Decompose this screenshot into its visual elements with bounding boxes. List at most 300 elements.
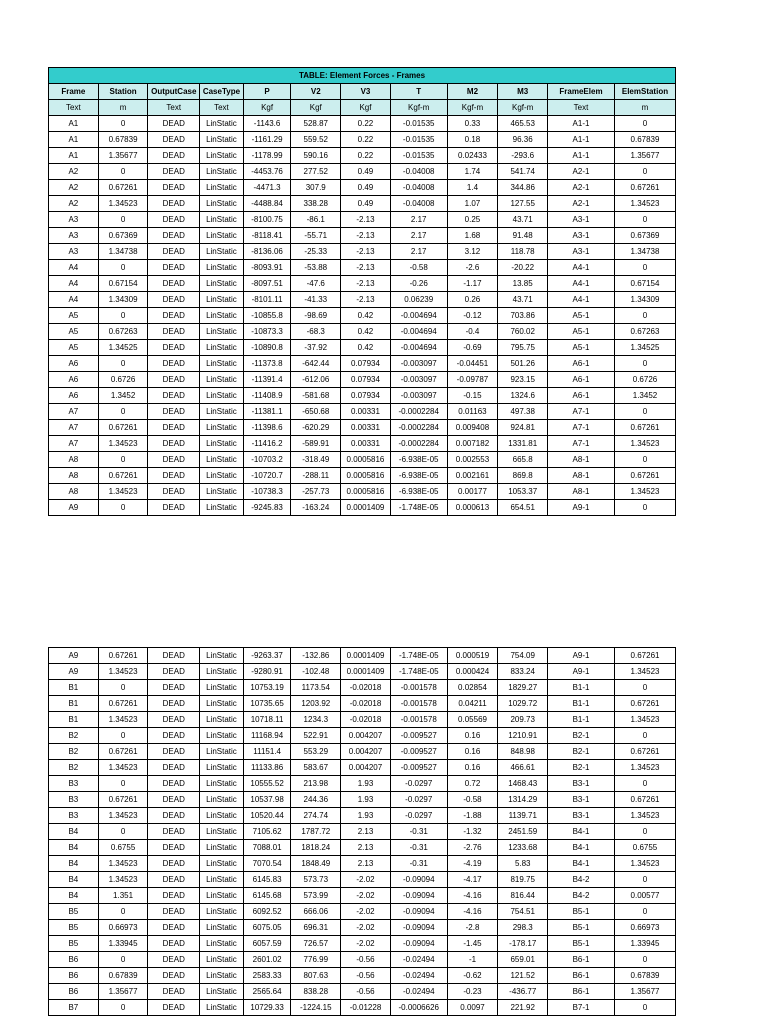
table-cell: -2.13	[341, 212, 391, 228]
table-cell: B3	[49, 776, 99, 792]
column-header: FrameElem	[548, 84, 615, 100]
table-cell: 0.72	[447, 776, 498, 792]
table-cell: A7-1	[548, 420, 615, 436]
table-cell: B6-1	[548, 952, 615, 968]
table-cell: 1.93	[341, 792, 391, 808]
table-row	[49, 372, 676, 388]
table-cell: A1-1	[548, 116, 615, 132]
column-header: CaseType	[200, 84, 244, 100]
table-cell: B4-1	[548, 840, 615, 856]
table-row	[49, 420, 676, 436]
table-cell: -0.0002284	[390, 436, 447, 452]
table-cell: -0.58	[447, 792, 498, 808]
table-cell: 11168.94	[243, 728, 291, 744]
table-row	[49, 212, 676, 228]
table-cell: -0.04008	[390, 180, 447, 196]
table-cell: DEAD	[148, 968, 200, 984]
table-cell: A8	[49, 452, 99, 468]
table-cell: 7105.62	[243, 824, 291, 840]
table-cell: 833.24	[498, 664, 548, 680]
table-cell: -11398.6	[243, 420, 291, 436]
table-cell: 0.00177	[447, 484, 498, 500]
table-cell: A1	[49, 116, 99, 132]
table-cell: 1.34309	[614, 292, 675, 308]
table-row	[49, 276, 676, 292]
table-cell: A2	[49, 164, 99, 180]
table-cell: -0.15	[447, 388, 498, 404]
table-cell: LinStatic	[200, 696, 244, 712]
table-cell: 0	[614, 308, 675, 324]
table-title: TABLE: Element Forces - Frames	[49, 68, 676, 84]
table-cell: -10738.3	[243, 484, 291, 500]
table-cell: 0.67261	[614, 468, 675, 484]
table-row	[49, 808, 676, 824]
table-cell: 1.351	[98, 888, 148, 904]
table-cell: -10703.2	[243, 452, 291, 468]
table-cell: -436.77	[498, 984, 548, 1000]
table-cell: A5	[49, 308, 99, 324]
table-cell: -288.11	[291, 468, 341, 484]
table-cell: -2.02	[341, 872, 391, 888]
table-cell: -2.13	[341, 244, 391, 260]
table-cell: 528.87	[291, 116, 341, 132]
table-cell: 1029.72	[498, 696, 548, 712]
table-cell: -0.0297	[390, 808, 447, 824]
table-cell: DEAD	[148, 372, 200, 388]
table-cell: -11391.4	[243, 372, 291, 388]
table-cell: 0.004207	[341, 728, 391, 744]
table-cell: 1.34523	[614, 196, 675, 212]
table-cell: -318.49	[291, 452, 341, 468]
table-cell: LinStatic	[200, 292, 244, 308]
unit-cell: Kgf-m	[390, 100, 447, 116]
table-cell: 838.28	[291, 984, 341, 1000]
table-cell: 298.3	[498, 920, 548, 936]
table-cell: LinStatic	[200, 420, 244, 436]
table-cell: 0.67263	[98, 324, 148, 340]
table-cell: -163.24	[291, 500, 341, 516]
table-cell: -0.009527	[390, 760, 447, 776]
table-cell: -0.009527	[390, 728, 447, 744]
table-cell: 466.61	[498, 760, 548, 776]
table-cell: B4	[49, 856, 99, 872]
table-cell: 0.67154	[98, 276, 148, 292]
table-cell: -8100.75	[243, 212, 291, 228]
table-cell: 1.34523	[614, 436, 675, 452]
unit-cell: Kgf	[291, 100, 341, 116]
table-row	[49, 760, 676, 776]
table-cell: -0.69	[447, 340, 498, 356]
table-cell: -68.3	[291, 324, 341, 340]
table-cell: 0	[98, 356, 148, 372]
table-row	[49, 500, 676, 516]
table-cell: -8097.51	[243, 276, 291, 292]
table-cell: A4	[49, 292, 99, 308]
table-cell: 0	[98, 116, 148, 132]
table-cell: A2	[49, 196, 99, 212]
table-cell: -8101.11	[243, 292, 291, 308]
table-cell: 344.86	[498, 180, 548, 196]
table-cell: -1.17	[447, 276, 498, 292]
table-cell: LinStatic	[200, 872, 244, 888]
table-cell: DEAD	[148, 164, 200, 180]
table-cell: DEAD	[148, 292, 200, 308]
table-cell: 0.00331	[341, 420, 391, 436]
table-cell: -132.86	[291, 648, 341, 664]
table-cell: 659.01	[498, 952, 548, 968]
table-cell: 0.25	[447, 212, 498, 228]
table-cell: B5-1	[548, 920, 615, 936]
table-cell: A8	[49, 484, 99, 500]
table-cell: B4	[49, 888, 99, 904]
table-cell: 0.000519	[447, 648, 498, 664]
table-cell: 0.67261	[98, 468, 148, 484]
table-cell: 0.07934	[341, 372, 391, 388]
table-cell: 776.99	[291, 952, 341, 968]
table-cell: B6	[49, 952, 99, 968]
table-cell: A6	[49, 356, 99, 372]
table-cell: B6-1	[548, 984, 615, 1000]
table-cell: 2601.02	[243, 952, 291, 968]
table-cell: A5-1	[548, 340, 615, 356]
table-cell: B5-1	[548, 904, 615, 920]
table-cell: DEAD	[148, 920, 200, 936]
table-cell: 1.35677	[98, 148, 148, 164]
table-cell: 0.07934	[341, 356, 391, 372]
table-row	[49, 468, 676, 484]
table-cell: 0.0001409	[341, 500, 391, 516]
unit-cell: Text	[200, 100, 244, 116]
table-cell: -0.56	[341, 952, 391, 968]
table-cell: -0.003097	[390, 372, 447, 388]
table-cell: -0.58	[390, 260, 447, 276]
table-cell: 11133.86	[243, 760, 291, 776]
table-cell: 2.13	[341, 856, 391, 872]
table-cell: -4488.84	[243, 196, 291, 212]
table-cell: A1-1	[548, 132, 615, 148]
table-cell: 1848.49	[291, 856, 341, 872]
table-cell: -0.001578	[390, 712, 447, 728]
table-cell: 0	[614, 356, 675, 372]
table-cell: LinStatic	[200, 468, 244, 484]
table-cell: -10855.8	[243, 308, 291, 324]
table-cell: LinStatic	[200, 968, 244, 984]
table-cell: -2.8	[447, 920, 498, 936]
table-cell: -2.02	[341, 920, 391, 936]
table-cell: 0.6726	[98, 372, 148, 388]
column-header: V3	[341, 84, 391, 100]
table-cell: -0.31	[390, 824, 447, 840]
table-cell: -4.16	[447, 888, 498, 904]
table-cell: 0.05569	[447, 712, 498, 728]
table-cell: LinStatic	[200, 260, 244, 276]
table-cell: -0.04451	[447, 356, 498, 372]
table-cell: DEAD	[148, 356, 200, 372]
table-cell: LinStatic	[200, 484, 244, 500]
table-cell: DEAD	[148, 984, 200, 1000]
table-cell: DEAD	[148, 244, 200, 260]
table-cell: B2	[49, 760, 99, 776]
table-cell: A9-1	[548, 648, 615, 664]
table-cell: -37.92	[291, 340, 341, 356]
table-cell: -8093.91	[243, 260, 291, 276]
table-cell: 2583.33	[243, 968, 291, 984]
table-cell: -6.938E-05	[390, 452, 447, 468]
table-cell: -0.0297	[390, 792, 447, 808]
unit-cell: Text	[148, 100, 200, 116]
table-cell: 1.34523	[615, 808, 676, 824]
table-cell: 816.44	[498, 888, 548, 904]
table-cell: 0	[98, 952, 148, 968]
table-cell: 923.15	[498, 372, 548, 388]
table-cell: DEAD	[148, 212, 200, 228]
table-cell: LinStatic	[200, 840, 244, 856]
table-cell: A4-1	[548, 260, 615, 276]
table-cell: -0.02018	[341, 696, 391, 712]
table-cell: -1.748E-05	[390, 664, 447, 680]
table-cell: 0.67839	[614, 132, 675, 148]
table-cell: A7	[49, 420, 99, 436]
unit-cell: Kgf-m	[498, 100, 548, 116]
table-cell: 1.3452	[98, 388, 148, 404]
table-cell: 0.0001409	[341, 664, 391, 680]
table-cell: -0.56	[341, 968, 391, 984]
element-forces-table-page-2	[48, 647, 676, 1016]
table-row	[49, 680, 676, 696]
table-cell: A3	[49, 228, 99, 244]
table-cell: 0.6755	[98, 840, 148, 856]
table-cell: 2451.59	[498, 824, 548, 840]
table-cell: DEAD	[148, 904, 200, 920]
table-row	[49, 452, 676, 468]
table-cell: DEAD	[148, 500, 200, 516]
table-cell: 497.38	[498, 404, 548, 420]
table-cell: -1178.99	[243, 148, 291, 164]
table-cell: -0.003097	[390, 388, 447, 404]
table-cell: LinStatic	[200, 664, 244, 680]
column-header: Station	[98, 84, 148, 100]
table-cell: -8118.41	[243, 228, 291, 244]
table-cell: -650.68	[291, 404, 341, 420]
table-cell: A4-1	[548, 292, 615, 308]
table-cell: 1.34738	[98, 244, 148, 260]
table-cell: 1173.54	[291, 680, 341, 696]
table-cell: 1.34523	[615, 712, 676, 728]
table-cell: 1.34523	[98, 196, 148, 212]
table-cell: DEAD	[148, 132, 200, 148]
table-cell: -11416.2	[243, 436, 291, 452]
table-cell: A7-1	[548, 436, 615, 452]
table-cell: 501.26	[498, 356, 548, 372]
table-cell: A2	[49, 180, 99, 196]
table-cell: 573.99	[291, 888, 341, 904]
table-row	[49, 968, 676, 984]
table-cell: 1829.27	[498, 680, 548, 696]
table-cell: 1787.72	[291, 824, 341, 840]
table-cell: B6	[49, 968, 99, 984]
table-cell: 0.01163	[447, 404, 498, 420]
table-cell: B4-2	[548, 888, 615, 904]
table-cell: 0.42	[341, 324, 391, 340]
table-cell: DEAD	[148, 468, 200, 484]
units-row	[49, 100, 676, 116]
table-cell: LinStatic	[200, 276, 244, 292]
table-cell: 118.78	[498, 244, 548, 260]
table-cell: -0.26	[390, 276, 447, 292]
table-cell: -47.6	[291, 276, 341, 292]
table-cell: 0.0005816	[341, 452, 391, 468]
table-cell: -8136.06	[243, 244, 291, 260]
table-cell: 1053.37	[498, 484, 548, 500]
table-cell: DEAD	[148, 728, 200, 744]
table-cell: 1.4	[447, 180, 498, 196]
table-cell: 573.73	[291, 872, 341, 888]
table-cell: 7088.01	[243, 840, 291, 856]
table-cell: A2-1	[548, 180, 615, 196]
table-cell: 0.67261	[615, 696, 676, 712]
table-cell: 0.67261	[615, 792, 676, 808]
table-cell: LinStatic	[200, 984, 244, 1000]
table-cell: 3.12	[447, 244, 498, 260]
unit-cell: Kgf	[243, 100, 291, 116]
table-row	[49, 260, 676, 276]
table-cell: 2.17	[390, 228, 447, 244]
table-cell: 0.0001409	[341, 648, 391, 664]
table-cell: 760.02	[498, 324, 548, 340]
table-row	[49, 904, 676, 920]
table-cell: 2.13	[341, 824, 391, 840]
table-cell: B2-1	[548, 744, 615, 760]
table-cell: 0.07934	[341, 388, 391, 404]
table-cell: B3	[49, 808, 99, 824]
table-cell: -53.88	[291, 260, 341, 276]
table-cell: A2-1	[548, 164, 615, 180]
table-cell: 6075.05	[243, 920, 291, 936]
table-cell: 0.26	[447, 292, 498, 308]
table-cell: 0.67154	[614, 276, 675, 292]
table-cell: 6145.68	[243, 888, 291, 904]
table-cell: 1.34523	[98, 872, 148, 888]
table-cell: 2.17	[390, 244, 447, 260]
table-cell: A7-1	[548, 404, 615, 420]
table-cell: B6-1	[548, 968, 615, 984]
table-cell: 0.007182	[447, 436, 498, 452]
table-cell: A8-1	[548, 452, 615, 468]
table-cell: 274.74	[291, 808, 341, 824]
table-cell: A1	[49, 148, 99, 164]
table-cell: LinStatic	[200, 436, 244, 452]
table-cell: -0.09094	[390, 936, 447, 952]
table-cell: DEAD	[148, 1000, 200, 1016]
table-cell: -642.44	[291, 356, 341, 372]
table-cell: B1	[49, 696, 99, 712]
table-cell: DEAD	[148, 116, 200, 132]
unit-cell: Text	[548, 100, 615, 116]
table-cell: 0.002553	[447, 452, 498, 468]
column-header-row	[49, 84, 676, 100]
table-cell: -1224.15	[291, 1000, 341, 1016]
table-row	[49, 180, 676, 196]
table-cell: A5	[49, 324, 99, 340]
table-cell: 559.52	[291, 132, 341, 148]
table-cell: 1.34523	[615, 856, 676, 872]
table-cell: -0.009527	[390, 744, 447, 760]
table-cell: 0	[615, 872, 676, 888]
table-cell: 1.35677	[98, 984, 148, 1000]
table-cell: 0.00577	[615, 888, 676, 904]
table-cell: 0.000424	[447, 664, 498, 680]
table-cell: 0	[98, 212, 148, 228]
table-cell: B3-1	[548, 776, 615, 792]
table-cell: A6-1	[548, 372, 615, 388]
table-row	[49, 648, 676, 664]
table-cell: B4-2	[548, 872, 615, 888]
table-cell: LinStatic	[200, 776, 244, 792]
table-cell: 0	[615, 728, 676, 744]
table-row	[49, 292, 676, 308]
table-cell: 0.67369	[98, 228, 148, 244]
table-cell: -0.62	[447, 968, 498, 984]
table-cell: -0.09787	[447, 372, 498, 388]
table-cell: -10873.3	[243, 324, 291, 340]
table-cell: -1143.6	[243, 116, 291, 132]
table-cell: DEAD	[148, 228, 200, 244]
table-cell: LinStatic	[200, 500, 244, 516]
table-cell: -98.69	[291, 308, 341, 324]
table-cell: 754.51	[498, 904, 548, 920]
table-cell: 0.67839	[615, 968, 676, 984]
table-cell: A7	[49, 436, 99, 452]
table-cell: DEAD	[148, 680, 200, 696]
table-cell: -0.001578	[390, 696, 447, 712]
table-cell: 2.13	[341, 840, 391, 856]
table-cell: -20.22	[498, 260, 548, 276]
table-cell: B3-1	[548, 808, 615, 824]
table-cell: LinStatic	[200, 388, 244, 404]
table-cell: -2.6	[447, 260, 498, 276]
table-cell: -2.13	[341, 292, 391, 308]
table-cell: DEAD	[148, 952, 200, 968]
table-cell: -102.48	[291, 664, 341, 680]
table-cell: -0.02494	[390, 952, 447, 968]
table-body	[49, 116, 676, 516]
table-cell: 0.67839	[98, 132, 148, 148]
table-row	[49, 936, 676, 952]
table-cell: LinStatic	[200, 356, 244, 372]
table-cell: -1.88	[447, 808, 498, 824]
table-cell: LinStatic	[200, 244, 244, 260]
table-cell: -11408.9	[243, 388, 291, 404]
table-cell: DEAD	[148, 420, 200, 436]
table-cell: -1.748E-05	[390, 648, 447, 664]
table-cell: B1	[49, 680, 99, 696]
table-cell: 0	[98, 500, 148, 516]
table-cell: 1.3452	[614, 388, 675, 404]
table-cell: -0.09094	[390, 920, 447, 936]
table-cell: 0.33	[447, 116, 498, 132]
table-cell: -25.33	[291, 244, 341, 260]
table-cell: DEAD	[148, 308, 200, 324]
table-cell: -2.02	[341, 904, 391, 920]
element-forces-table-page-1	[48, 67, 676, 516]
table-cell: 0.6755	[615, 840, 676, 856]
table-cell: A9	[49, 500, 99, 516]
table-row	[49, 840, 676, 856]
table-cell: 277.52	[291, 164, 341, 180]
table-cell: LinStatic	[200, 936, 244, 952]
table-row	[49, 116, 676, 132]
table-cell: -0.56	[341, 984, 391, 1000]
